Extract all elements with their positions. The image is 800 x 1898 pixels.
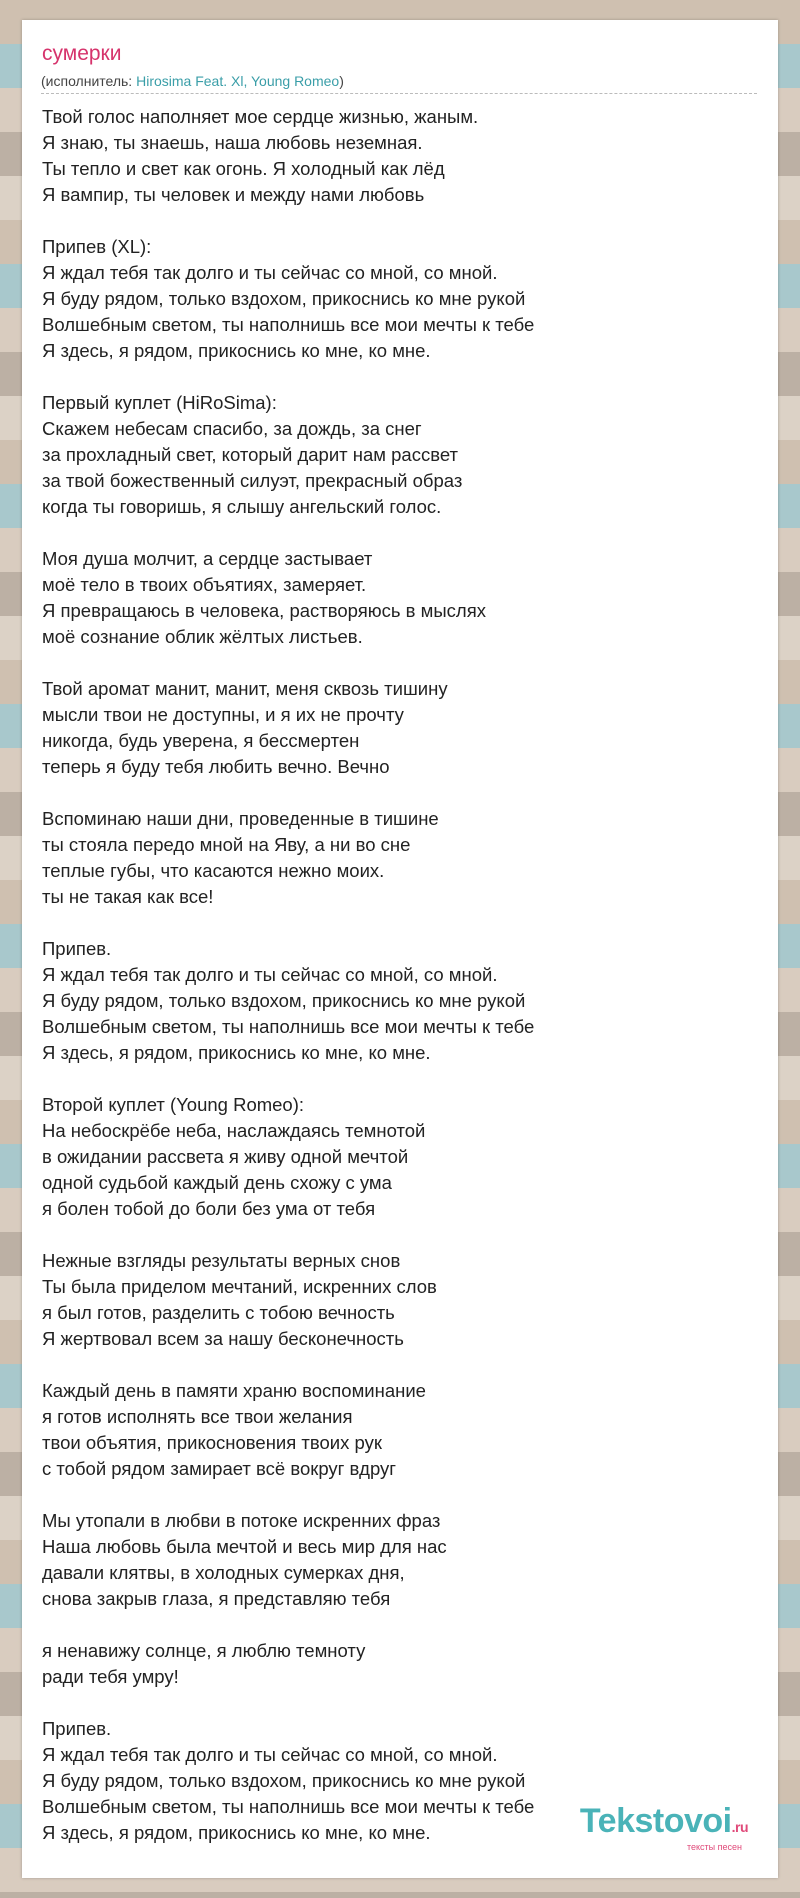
song-title: сумерки [42, 42, 122, 65]
lyric-line: Наша любовь была мечтой и весь мир для нас [42, 1536, 447, 1557]
lyric-line: моё сознание облик жёлтых листьев. [42, 626, 363, 647]
lyrics-card [22, 20, 778, 1878]
lyric-line: Волшебным светом, ты наполнишь все мои мечты к тебе [42, 1796, 535, 1817]
lyric-line: Припев. [42, 938, 112, 959]
lyric-line: Я здесь, я рядом, прикоснись ко мне, ко мне. [42, 1822, 431, 1843]
lyric-line: Второй куплет (Young Romeo): [42, 1094, 305, 1115]
lyric-line: снова закрыв глаза, я представляю тебя [42, 1588, 391, 1609]
lyric-line: Первый куплет (HiRoSima): [42, 392, 277, 413]
lyric-line: когда ты говоришь, я слышу ангельский голос. [42, 496, 442, 517]
lyric-line: теперь я буду тебя любить вечно. Вечно [42, 756, 390, 777]
logo-name: Tekstovoi [579, 1802, 732, 1840]
lyric-line: Ты была приделом мечтаний, искренних слов [42, 1276, 437, 1297]
lyric-line: за твой божественный силуэт, прекрасный образ [42, 470, 463, 491]
stanza-break [42, 1690, 762, 1716]
lyric-line: моё тело в твоих объятиях, замеряет. [42, 574, 367, 595]
stanza-break [42, 520, 762, 546]
stanza-break [42, 1222, 762, 1248]
lyric-line: твои объятия, прикосновения твоих рук [42, 1432, 382, 1453]
lyric-line: Волшебным светом, ты наполнишь все мои мечты к тебе [42, 1016, 535, 1037]
stanza-break [42, 364, 762, 390]
lyric-line: Вспоминаю наши дни, проведенные в тишине [42, 808, 439, 829]
lyric-line: мысли твои не доступны, и я их не прочту [42, 704, 404, 725]
lyric-line: Я ждал тебя так долго и ты сейчас со мной, со мной. [42, 964, 498, 985]
lyric-line: Я буду рядом, только вздохом, прикоснись ко мне рукой [42, 288, 526, 309]
artist-prefix: (исполнитель: [41, 73, 137, 89]
lyric-line: Я жертвовал всем за нашу бесконечность [42, 1328, 404, 1349]
stanza-break [42, 650, 762, 676]
lyric-line: в ожидании рассвета я живу одной мечтой [42, 1146, 409, 1167]
lyric-line: Волшебным светом, ты наполнишь все мои мечты к тебе [42, 314, 535, 335]
lyric-line: Я буду рядом, только вздохом, прикоснись ко мне рукой [42, 990, 526, 1011]
lyric-line: Я превращаюсь в человека, растворяюсь в мыслях [42, 600, 486, 621]
lyric-line: Я ждал тебя так долго и ты сейчас со мной, со мной. [42, 1744, 498, 1765]
artist-suffix: ) [339, 73, 344, 89]
stanza-break [42, 780, 762, 806]
lyric-line: Скажем небесам спасибо, за дождь, за снег [42, 418, 422, 439]
stanza-break [42, 1066, 762, 1092]
lyric-line: Мы утопали в любви в потоке искренних фраз [42, 1510, 441, 1531]
lyric-line: Я буду рядом, только вздохом, прикоснись ко мне рукой [42, 1770, 526, 1791]
logo-tld: .ru [731, 1819, 748, 1835]
lyric-line: Я знаю, ты знаешь, наша любовь неземная. [42, 132, 423, 153]
lyric-line: Я здесь, я рядом, прикоснись ко мне, ко мне. [42, 1042, 431, 1063]
lyric-line: Припев (XL): [42, 236, 152, 257]
lyric-line: с тобой рядом замирает всё вокруг вдруг [42, 1458, 397, 1479]
lyric-line: никогда, будь уверена, я бессмертен [42, 730, 360, 751]
lyric-line: ради тебя умру! [42, 1666, 179, 1687]
lyric-line: теплые губы, что касаются нежно моих. [42, 860, 385, 881]
artist-line [41, 73, 757, 94]
stanza-break [42, 910, 762, 936]
artist-link[interactable]: Hirosima Feat. Xl, Young Romeo [136, 73, 340, 89]
lyric-line: Я здесь, я рядом, прикоснись ко мне, ко мне. [42, 340, 431, 361]
lyric-line: Твой аромат манит, манит, меня сквозь тишину [42, 678, 448, 699]
lyric-line: ты не такая как все! [42, 886, 214, 907]
lyric-line: я болен тобой до боли без ума от тебя [42, 1198, 376, 1219]
lyric-line: Я вампир, ты человек и между нами любовь [42, 184, 425, 205]
lyric-line: Ты тепло и свет как огонь. Я холодный как лёд [42, 158, 445, 179]
stanza-break [42, 1352, 762, 1378]
lyric-line: я ненавижу солнце, я люблю темноту [42, 1640, 366, 1661]
stanza-break [42, 208, 762, 234]
stanza-break [42, 1482, 762, 1508]
lyric-line: Я ждал тебя так долго и ты сейчас со мной, со мной. [42, 262, 498, 283]
lyric-line: я был готов, разделить с тобою вечность [42, 1302, 395, 1323]
lyric-line: На небоскрёбе неба, наслаждаясь темнотой [42, 1120, 426, 1141]
lyric-line: Нежные взгляды результаты верных снов [42, 1250, 401, 1271]
lyric-line: Твой голос наполняет мое сердце жизнью, жаным. [42, 106, 479, 127]
site-logo[interactable] [580, 1804, 748, 1852]
lyrics-text [42, 104, 762, 1846]
lyric-line: Моя душа молчит, а сердце застывает [42, 548, 373, 569]
lyric-line: одной судьбой каждый день схожу с ума [42, 1172, 392, 1193]
lyric-line: Каждый день в памяти храню воспоминание [42, 1380, 426, 1401]
lyric-line: давали клятвы, в холодных сумерках дня, [42, 1562, 405, 1583]
stanza-break [42, 1612, 762, 1638]
lyric-line: Припев. [42, 1718, 112, 1739]
logo-tagline: тексты песен [686, 1842, 742, 1852]
lyric-line: за прохладный свет, который дарит нам рассвет [42, 444, 458, 465]
lyric-line: я готов исполнять все твои желания [42, 1406, 353, 1427]
lyric-line: ты стояла передо мной на Яву, а ни во сне [42, 834, 411, 855]
